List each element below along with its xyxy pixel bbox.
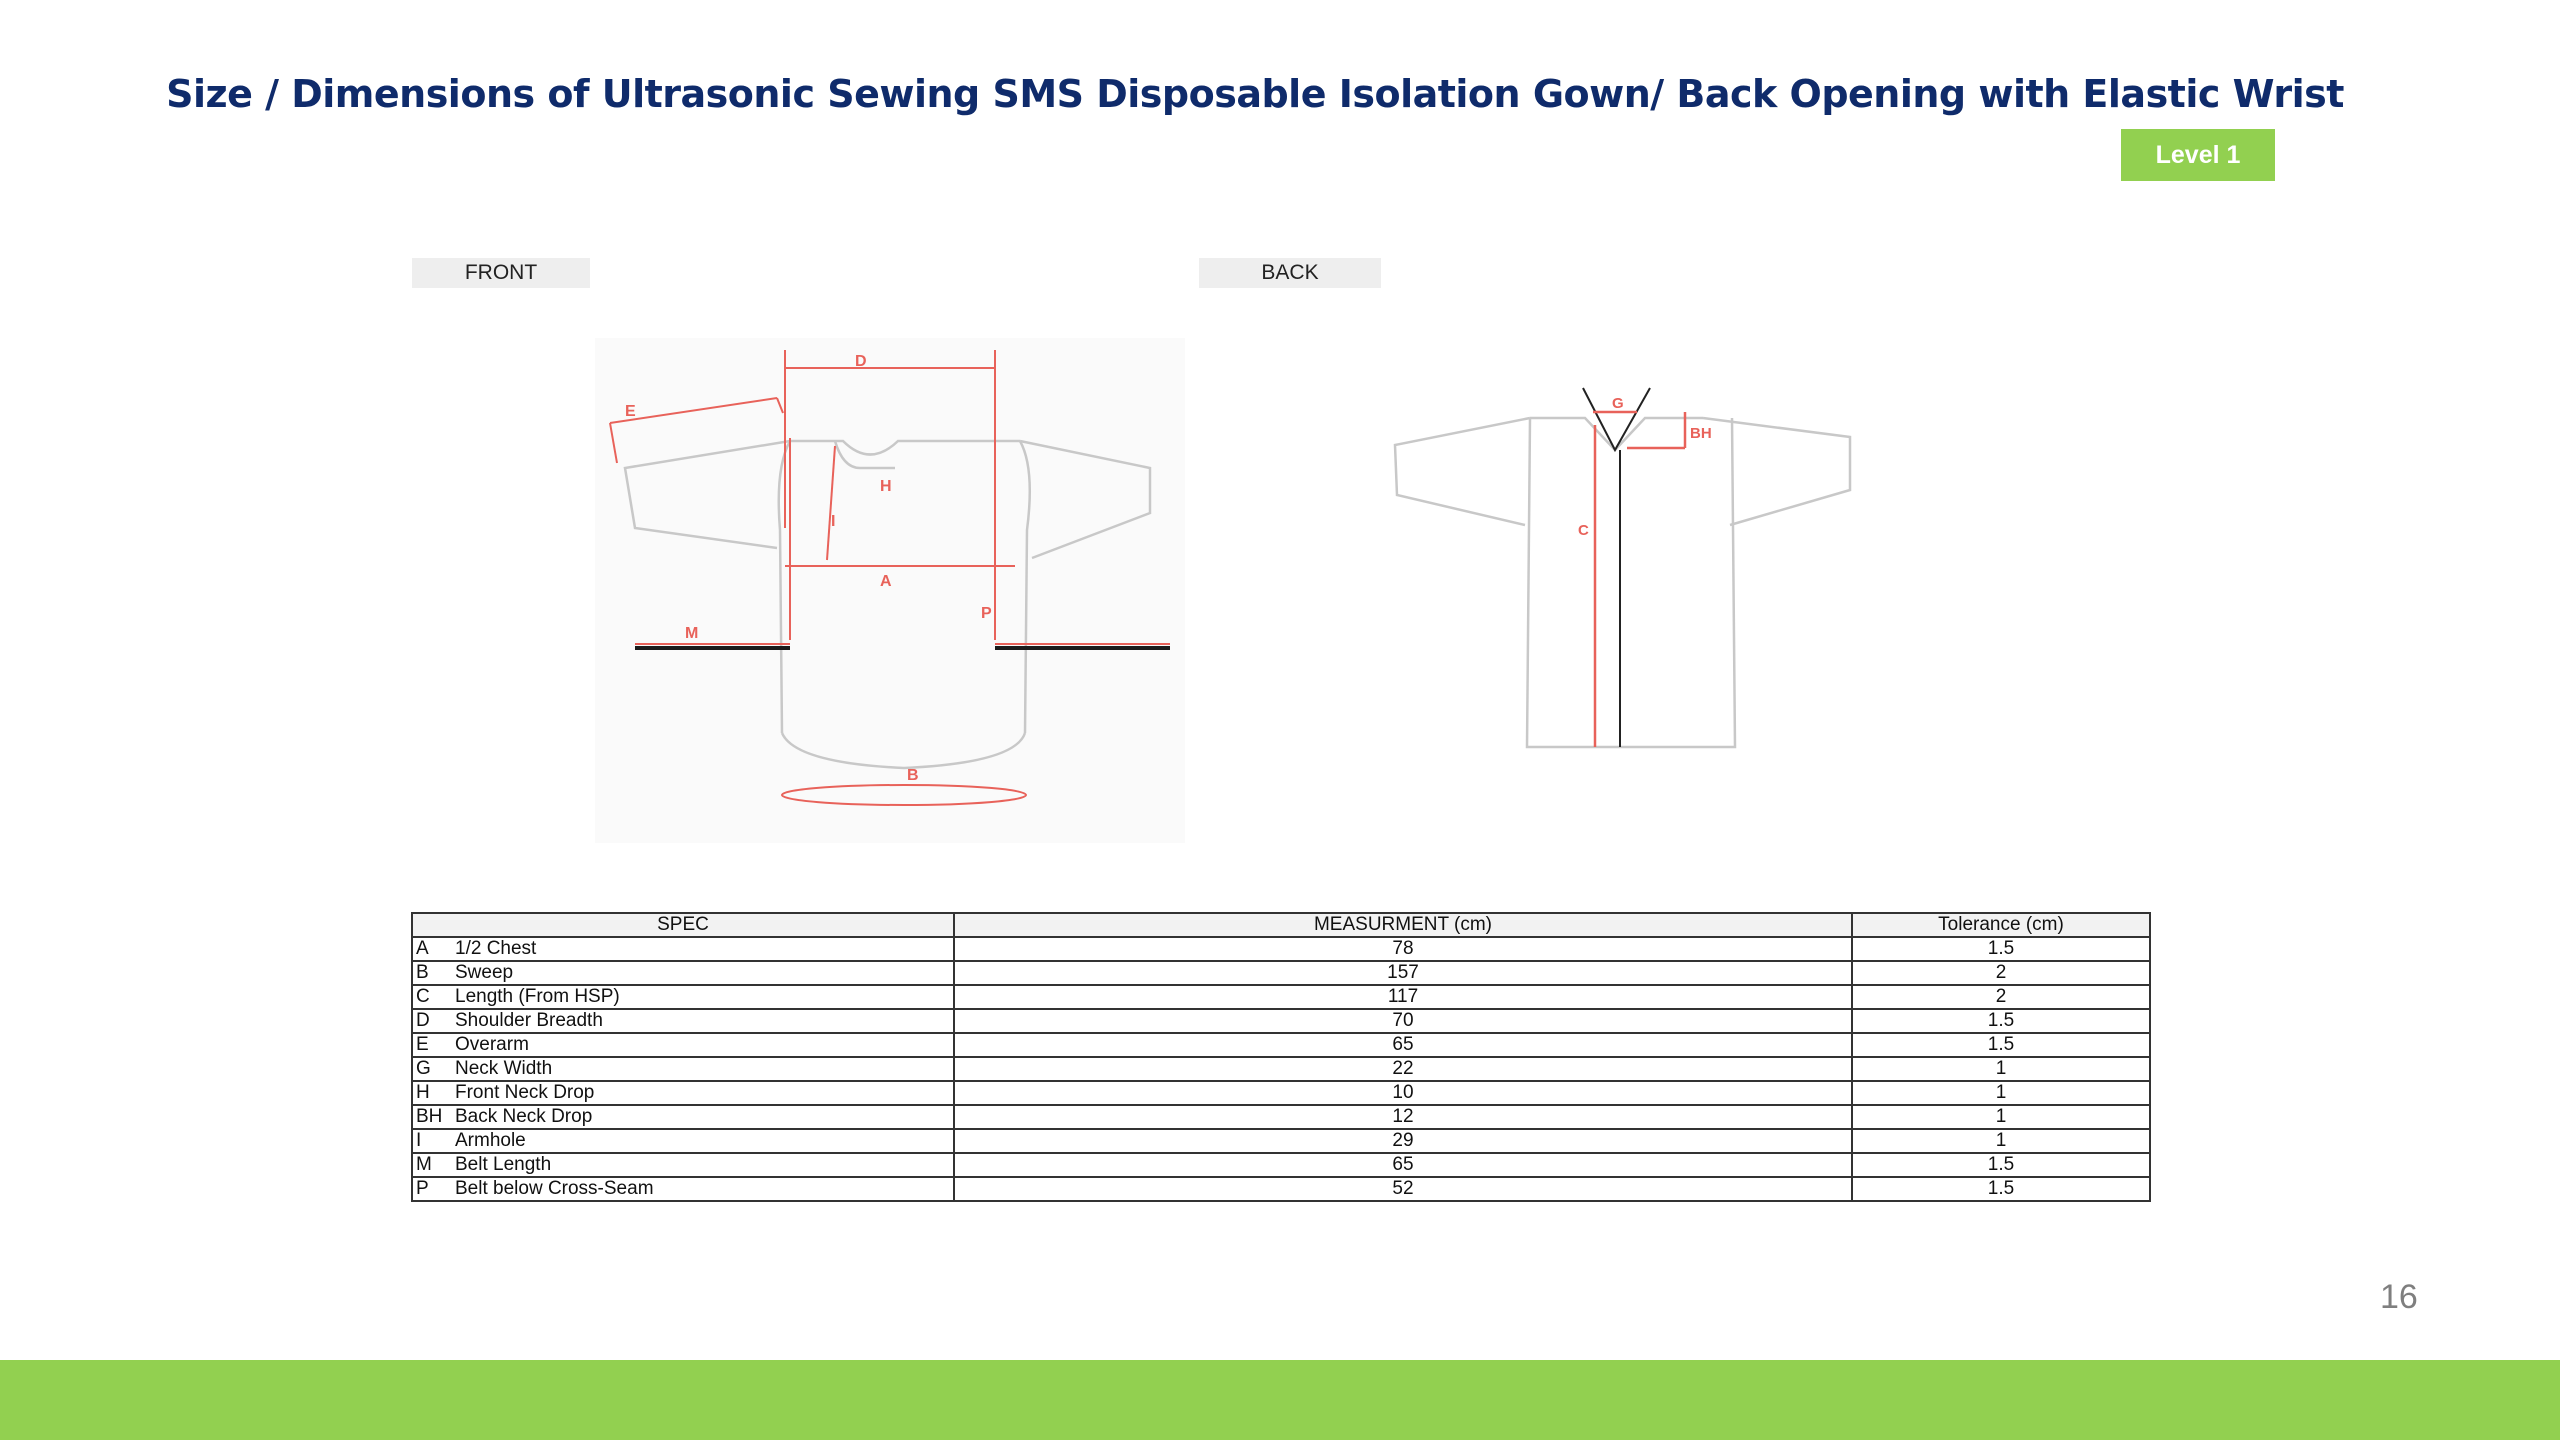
spec-cell xyxy=(412,1177,954,1201)
marker-g: G xyxy=(1612,395,1624,412)
table-row xyxy=(412,1177,2150,1201)
spec-name: Back Neck Drop xyxy=(455,1106,593,1127)
spec-code: B xyxy=(416,962,429,983)
spec-code: D xyxy=(416,1010,430,1031)
tolerance-cell: 1 xyxy=(1852,1081,2150,1105)
spec-name: Belt below Cross-Seam xyxy=(455,1178,654,1199)
spec-code: BH xyxy=(416,1106,443,1127)
measurement-cell: 70 xyxy=(954,1009,1852,1033)
spec-cell xyxy=(412,1129,954,1153)
table-row xyxy=(412,1057,2150,1081)
spec-name: Front Neck Drop xyxy=(455,1082,595,1103)
tolerance-cell: 1.5 xyxy=(1852,1033,2150,1057)
measurement-cell: 29 xyxy=(954,1129,1852,1153)
measurement-cell: 22 xyxy=(954,1057,1852,1081)
marker-h: H xyxy=(880,478,892,495)
table-row xyxy=(412,1153,2150,1177)
level-badge: Level 1 xyxy=(2121,129,2275,181)
marker-e: E xyxy=(625,403,636,420)
spec-code: E xyxy=(416,1034,429,1055)
spec-name: Sweep xyxy=(455,962,514,983)
measurement-cell: 65 xyxy=(954,1033,1852,1057)
tolerance-cell: 1.5 xyxy=(1852,1009,2150,1033)
tolerance-cell: 1.5 xyxy=(1852,937,2150,961)
tolerance-cell: 1 xyxy=(1852,1057,2150,1081)
front-measure-lines xyxy=(610,350,1026,805)
back-opening xyxy=(1583,388,1650,747)
spec-code: A xyxy=(416,938,429,959)
table-row xyxy=(412,1081,2150,1105)
spec-cell xyxy=(412,985,954,1009)
spec-name: Overarm xyxy=(455,1034,529,1055)
tolerance-cell: 2 xyxy=(1852,985,2150,1009)
spec-code: G xyxy=(416,1058,431,1079)
tolerance-cell: 1.5 xyxy=(1852,1177,2150,1201)
spec-cell xyxy=(412,1057,954,1081)
marker-i: I xyxy=(831,513,836,530)
marker-bh: BH xyxy=(1690,425,1712,442)
spec-name: 1/2 Chest xyxy=(455,938,537,959)
table-row xyxy=(412,985,2150,1009)
back-gown-diagram xyxy=(1385,380,1860,755)
spec-cell xyxy=(412,937,954,961)
table-row xyxy=(412,1129,2150,1153)
spec-cell xyxy=(412,1009,954,1033)
back-gown-outline xyxy=(1395,418,1850,747)
table-header-row xyxy=(412,913,2150,937)
back-measure-lines xyxy=(1593,412,1685,747)
measurement-cell: 117 xyxy=(954,985,1852,1009)
tolerance-cell: 1 xyxy=(1852,1129,2150,1153)
measurement-cell: 78 xyxy=(954,937,1852,961)
spec-cell xyxy=(412,1105,954,1129)
front-view-label: FRONT xyxy=(412,258,590,288)
table-row xyxy=(412,1105,2150,1129)
marker-a: A xyxy=(880,573,892,590)
measurement-cell: 52 xyxy=(954,1177,1852,1201)
spec-table xyxy=(411,912,2151,1202)
tolerance-cell: 2 xyxy=(1852,961,2150,985)
spec-name: Neck Width xyxy=(455,1058,553,1079)
measurement-cell: 12 xyxy=(954,1105,1852,1129)
spec-cell xyxy=(412,1153,954,1177)
spec-code: C xyxy=(416,986,430,1007)
spec-cell xyxy=(412,1033,954,1057)
tolerance-cell: 1.5 xyxy=(1852,1153,2150,1177)
marker-b: B xyxy=(907,767,919,784)
measurement-cell: 65 xyxy=(954,1153,1852,1177)
header-spec: SPEC xyxy=(412,913,954,937)
spec-name: Armhole xyxy=(455,1130,526,1151)
slide-title: Size / Dimensions of Ultrasonic Sewing SMS Disposable Isolation Gown/ Back Opening with Elastic Wrist xyxy=(166,72,2344,116)
table-row xyxy=(412,1033,2150,1057)
table-row xyxy=(412,937,2150,961)
spec-cell xyxy=(412,961,954,985)
spec-name: Belt Length xyxy=(455,1154,552,1175)
marker-c: C xyxy=(1578,522,1589,539)
front-gown-diagram xyxy=(595,338,1185,843)
spec-name: Shoulder Breadth xyxy=(455,1010,603,1031)
page-number: 16 xyxy=(2380,1278,2418,1316)
footer-bar xyxy=(0,1360,2560,1440)
header-tolerance: Tolerance (cm) xyxy=(1852,913,2150,937)
marker-p: P xyxy=(981,605,992,622)
back-view-label: BACK xyxy=(1199,258,1381,288)
table-row xyxy=(412,961,2150,985)
spec-cell xyxy=(412,1081,954,1105)
spec-code: I xyxy=(416,1130,422,1151)
spec-code: P xyxy=(416,1178,429,1199)
header-measurement: MEASURMENT (cm) xyxy=(954,913,1852,937)
marker-d: D xyxy=(855,353,867,370)
table-row xyxy=(412,1009,2150,1033)
measurement-cell: 157 xyxy=(954,961,1852,985)
spec-name: Length (From HSP) xyxy=(455,986,620,1007)
spec-code: M xyxy=(416,1154,432,1175)
measurement-cell: 10 xyxy=(954,1081,1852,1105)
marker-m: M xyxy=(685,625,699,642)
tolerance-cell: 1 xyxy=(1852,1105,2150,1129)
spec-code: H xyxy=(416,1082,430,1103)
